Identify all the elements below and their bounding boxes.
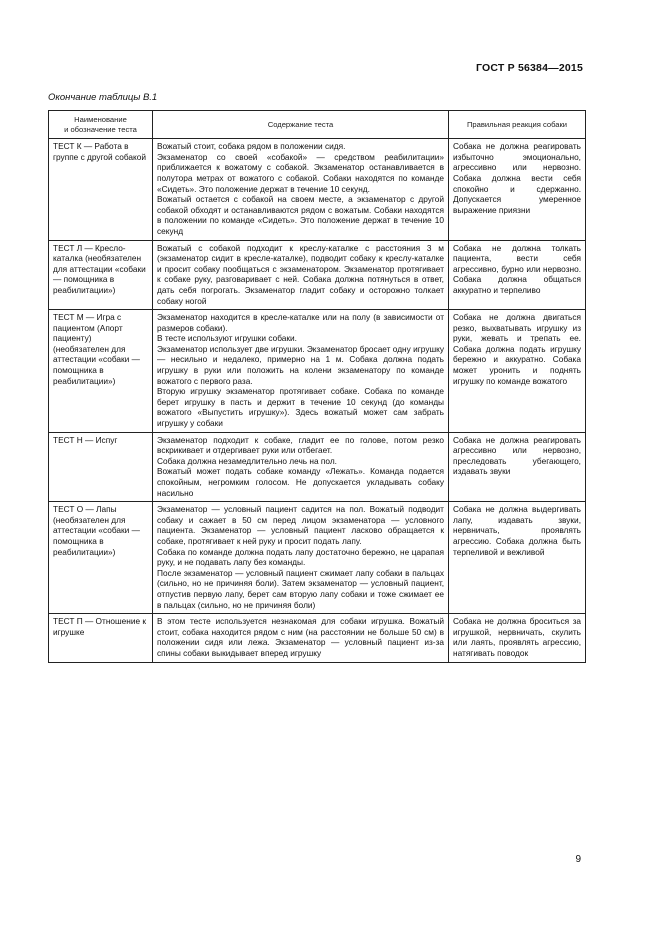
header-test-content-label: Содержание теста [267, 119, 334, 129]
test-name-cell: ТЕСТ П — Отношение к игрушке [49, 614, 153, 662]
content-paragraph: Экзаменатор со своей «собакой» — средством реабилитации» приближается к вожатому с собакой. Экзаменатор останавливается в полутора метрах от вожатого с собакой. Собаки находятся по команде «Сидеть». Это положение держат в течение 10 секунд. [157, 151, 444, 194]
content-paragraph: Экзаменатор находится в кресле-каталке или на полу (в зависимости от размеров собаки). [157, 312, 444, 333]
content-paragraph: В этом тесте используется незнакомая для собаки игрушка. Вожатый стоит, собака находится рядом с ним (на расстоянии не больше 50 см) в положении сидя или лежа. Экзаменатор — условный пациент из-за спины собаки выкидывает вперед игрушку [157, 616, 444, 658]
page-number: 9 [575, 854, 581, 865]
content-paragraph: Собака должна незамедлительно лечь на пол. [157, 455, 337, 466]
header-test-name-line-2: и обозначение теста [64, 124, 137, 134]
standard-code: ГОСТ Р 56384—2015 [475, 62, 583, 74]
content-paragraph: Собака по команде должна подать лапу достаточно бережно, не царапая руку, и не подавать лапу без команды. [157, 546, 444, 568]
content-paragraph: После экзаменатор — условный пациент сжимает лапу собаки в пальцах (сильно, но не причиняя боли). Затем экзаменатор — условный пациент, отпустив первую лапу, берет сам вторую лапу собаки и тоже сжимает ее в пальцах (сильно, но не причиняя боли) [157, 567, 444, 610]
test-content-cell [153, 502, 449, 614]
table-row [49, 432, 586, 502]
content-paragraph: Вожатый остается с собакой на своем месте, а экзаменатор с другой собакой обходят и останавливаются рядом с вожатым. Собаки находятся в положении по команде «Сидеть». Это положение держат в течение 10 секунд [157, 194, 444, 236]
reaction-cell: Собака не должна реагировать агрессивно или нервозно, преследовать убегающего, издавать звуки [449, 432, 586, 502]
test-name-cell: ТЕСТ Н — Испуг [49, 432, 153, 502]
header-correct-reaction-label: Правильная реакция собаки [466, 119, 568, 129]
header-test-name-line-1: Наименование [74, 115, 127, 124]
table-row [49, 139, 586, 240]
table-caption: Окончание таблицы В.1 [48, 92, 158, 103]
table-header-row [49, 111, 586, 139]
content-paragraph: Вожатый с собакой подходит к креслу-каталке с расстояния 3 м (экзаменатор сидит в кресле-каталке), подводит собаку к креслу-каталке и просит собаку пообщаться с экзаменатором. Экзаменатор протягивает к собаке руку, разговаривает с ней. Собака должна потянуться в ответ, дать себя погрогать. Экзаменатор гладит собаку и осторожно толкает собаку ногой [157, 242, 444, 306]
test-name-cell: ТЕСТ О — Лапы (необязателен для аттестации «собаки — помощника в реабилитации») [49, 502, 153, 614]
table-row [49, 502, 586, 614]
test-content-cell [153, 139, 449, 240]
header-test-content [153, 111, 449, 139]
test-content-cell [153, 310, 449, 433]
reaction-cell: Собака не должна толкать пациента, вести себя агрессивно, бурно или нервозно. Собака должна общаться аккуратно и терпеливо [449, 240, 586, 310]
content-paragraph: Вожатый может подать собаке команду «Лежать». Команда подается спокойным, негромким голосом. Не допускается укладывать собаку насильно [157, 466, 444, 498]
reaction-cell: Собака не должна реагировать избыточно эмоционально, агрессивно или нервозно. Собака должна вести себя спокойно и сдержанно. Допускается умеренное выражение приязни [449, 139, 586, 240]
test-content-cell [153, 240, 449, 310]
content-paragraph: Вожатый стоит, собака рядом в положении сидя. [157, 141, 346, 152]
reaction-cell: Собака не должна выдергивать лапу, издавать звуки, нервничать, проявлять агрессию. Собака должна быть терпеливой и вежливой [449, 502, 586, 614]
content-paragraph: В тесте используют игрушки собаки. [157, 333, 297, 344]
test-name-cell: ТЕСТ Л — Кресло-каталка (необязателен для аттестации «собаки — помощника в реабилитации») [49, 240, 153, 310]
test-name-cell: ТЕСТ К — Работа в группе с другой собакой [49, 139, 153, 240]
content-paragraph: Экзаменатор использует две игрушки. Экзаменатор бросает одну игрушку — несильно и недалеко, примерно на 1 м. Собака должна подать игрушку в руки или положить на колени экзаменатору по команде вожатого с первого раза. [157, 343, 444, 386]
content-paragraph: Вторую игрушку экзаменатор протягивает собаке. Собака по команде берет игрушку в пасть и держит в течение 10 секунд (до команды вожатого «Выпустить игрушку»). Здесь вожатый может сам забрать игрушку у собаки [157, 386, 444, 429]
table-row [49, 614, 586, 662]
content-paragraph: Экзаменатор подходит к собаке, гладит ее по голове, потом резко вскрикивает и отдергивает руки или отбегает. [157, 434, 444, 456]
table-row [49, 240, 586, 310]
test-name-cell: ТЕСТ М — Игра с пациентом (Апорт пациенту) (необязателен для аттестации «собаки — помощника в реабилитации») [49, 310, 153, 433]
header-test-name [49, 111, 153, 139]
content-paragraph: Экзаменатор — условный пациент садится на пол. Вожатый подводит собаку и сажает в 50 см перед лицом экзаменатора — условного пациента. Экзаменатор — условный пациент ласково обращается к собаке, протягивает к ней руку и просит подать лапу. [157, 504, 444, 546]
reaction-cell: Собака не должна броситься за игрушкой, нервничать, скулить или лаять, проявлять агрессию, натягивать поводок [449, 614, 586, 662]
table-row [49, 310, 586, 433]
header-correct-reaction [449, 111, 586, 139]
test-content-cell [153, 432, 449, 502]
test-content-cell [153, 614, 449, 662]
reaction-cell: Собака не должна двигаться резко, выхватывать игрушку из руки, жевать и трепать ее. Собака должна подать игрушку бережно и аккуратно. Собака может уронить и поднять игрушку по команде вожатого [449, 310, 586, 433]
tests-table [48, 110, 586, 663]
